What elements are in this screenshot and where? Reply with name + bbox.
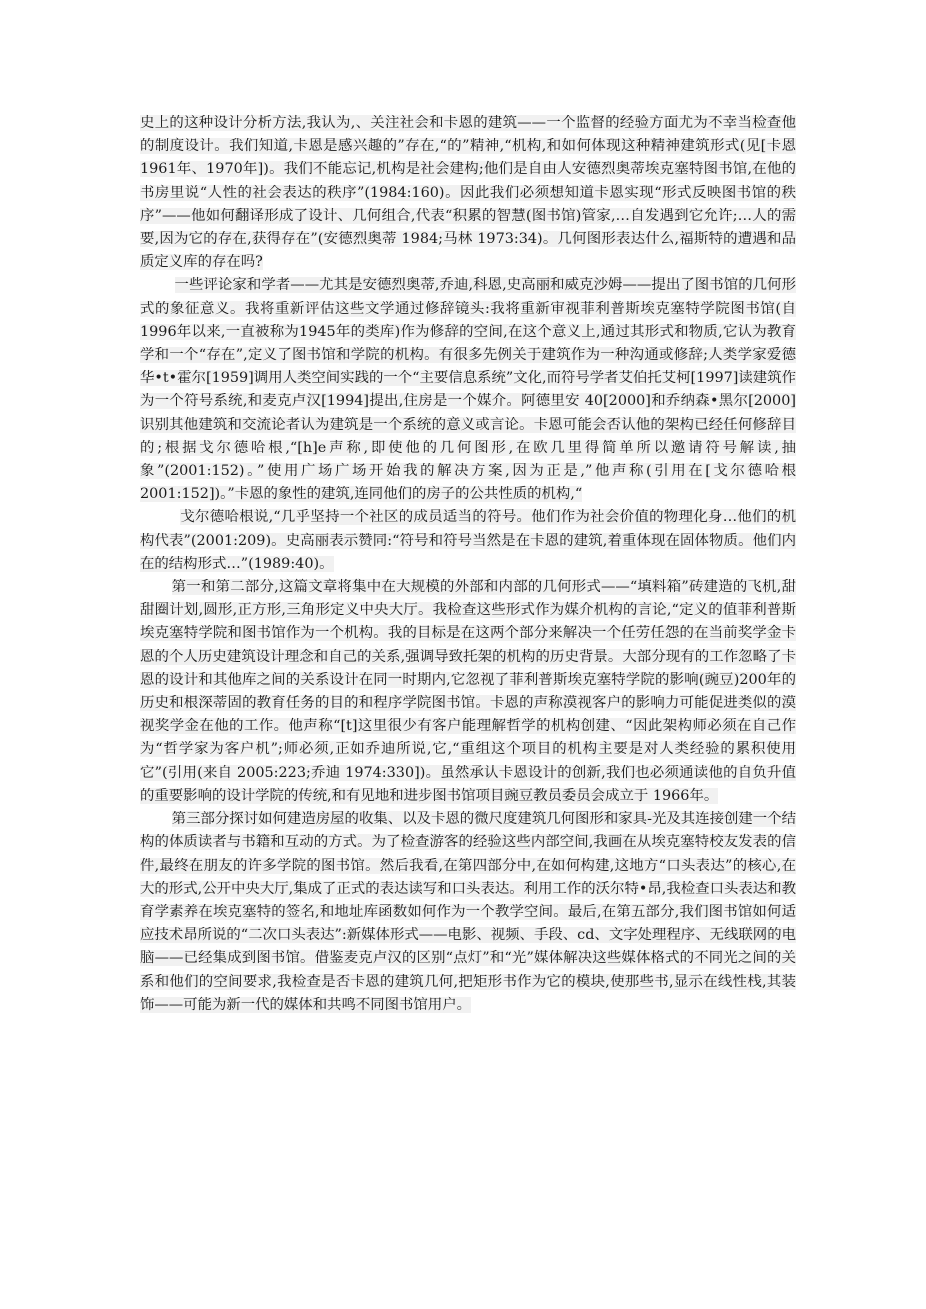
paragraph-5-text: 第三部分探讨如何建造房屋的收集、以及卡恩的微尺度建筑几何图形和家具-光及其连接创建一个结构的体质读者与书籍和互动的方式。为了检查游客的经验这些内部空间,我画在从埃克塞特校友发表的信件,最终在朋友的许多学院的图书馆。然后我看,在第四部分中,在如何构建,这地方“口头表达”的核心,在大的形式,公开中央大厅,集成了正式的表达读写和口头表达。利用工作的沃尔特•昂,我检查口头表达和教育学素养在埃克塞特的签名,和地址库函数如何作为一个教学空间。最后,在第五部分,我们图书馆如何适应技术昂所说的“二次口头表达”:新媒体形式——电影、视频、手段、cd、文字处理程序、无线联网的电脑——已经集成到图书馆。借鉴麦克卢汉的区别“点灯”和“光”媒体解决这些媒体格式的不同光之间的关系和他们的空间要求,我检查是否卡恩的建筑几何,把矩形书作为它的模块,使那些书,显示在线性栈,其装饰——可能为新一代的媒体和共鸣不同图书馆用户。	[140, 811, 796, 1013]
paragraph-4	[140, 576, 796, 808]
paragraph-5	[140, 808, 796, 1017]
paragraph-3-text: 戈尔德哈根说,“几乎坚持一个社区的成员适当的符号。他们作为社会价值的物理化身…他们的机构代表”(2001:209)。史高丽表示赞同:“符号和符号当然是在卡恩的建筑,着重体现在固体物质。他们内在的结构形式…”(1989:40)。	[140, 509, 796, 572]
paragraph-1	[140, 112, 796, 274]
paragraph-2-text: 一些评论家和学者——尤其是安德烈奥蒂,乔迪,科恩,史高丽和威克沙姆——提出了图书馆的几何形式的象征意义。我将重新评估这些文学通过修辞镜头:我将重新审视菲利普斯埃克塞特学院图书馆(自1996年以来,一直被称为1945年的类库)作为修辞的空间,在这个意义上,通过其形式和物质,它认为教育学和一个“存在”,定义了图书馆和学院的机构。有很多先例关于建筑作为一种沟通或修辞;人类学家爱德华•t•霍尔[1959]调用人类空间实践的一个“主要信息系统”文化,而符号学者艾伯托艾柯[1997]读建筑作为一个符号系统,和麦克卢汉[1994]提出,住房是一个媒介。阿德里安 40[2000]和乔纳森•黑尔[2000]识别其他建筑和交流论者认为建筑是一个系统的意义或言论。卡恩可能会否认他的架构已经任何修辞目的;根据戈尔德哈根,“[h]e声称,即使他的几何图形,在欧几里得简单所以邀请符号解读,抽象”(2001:152)。”使用广场广场开始我的解决方案,因为正是,”他声称(引用在[戈尔德哈根 2001:152])。”卡恩的象性的建筑,连同他们的房子的公共性质的机构,“	[140, 277, 796, 503]
paragraph-3	[140, 506, 796, 576]
article-body	[140, 112, 796, 1017]
paragraph-2	[140, 274, 796, 506]
paragraph-4-text: 第一和第二部分,这篇文章将集中在大规模的外部和内部的几何形式——“填料箱”砖建造的飞机,甜甜圈计划,圆形,正方形,三角形定义中央大厅。我检查这些形式作为媒介机构的言论,“定义的值菲利普斯埃克塞特学院和图书馆作为一个机构。我的目标是在这两个部分来解决一个任劳任怨的在当前奖学金卡恩的个人历史建筑设计理念和自己的关系,强调导致托架的机构的历史背景。大部分现有的工作忽略了卡恩的设计和其他库之间的关系设计在同一时期内,它忽视了菲利普斯埃克塞特学院的影响(豌豆)200年的历史和根深蒂固的教育任务的目的和程序学院图书馆。卡恩的声称漠视客户的影响力可能促进类似的漠视奖学金在他的工作。他声称“[t]这里很少有客户能理解哲学的机构创建、“因此架构师必须在自己作为“哲学家为客户机”;师必须,正如乔迪所说,它,“重组这个项目的机构主要是对人类经验的累积使用它”(引用(来自 2005:223;乔迪 1974:330])。虽然承认卡恩设计的创新,我们也必须通读他的自负升值的重要影响的设计学院的传统,和有见地和进步图书馆项目豌豆教员委员会成立于 1966年。	[140, 579, 796, 804]
paragraph-1-text: 史上的这种设计分析方法,我认为,、关注社会和卡恩的建筑——一个监督的经验方面尤为不幸当检查他的制度设计。我们知道,卡恩是感兴趣的”存在,“的”精神,“机构,和如何体现这种精神建筑形式(见[卡恩 1961年、1970年])。我们不能忘记,机构是社会建构;他们是自由人安德烈奥蒂埃克塞特图书馆,在他的书房里说“人性的社会表达的秩序”(1984:160)。因此我们必须想知道卡恩实现“形式反映图书馆的秩序”——他如何翻译形成了设计、几何组合,代表“积累的智慧(图书馆)管家,…自发遇到它允许;…人的需要,因为它的存在,获得存在”(安德烈奥蒂 1984;马林 1973:34)。几何图形表达什么,福斯特的遭遇和品质定义库的存在吗?	[140, 115, 796, 271]
